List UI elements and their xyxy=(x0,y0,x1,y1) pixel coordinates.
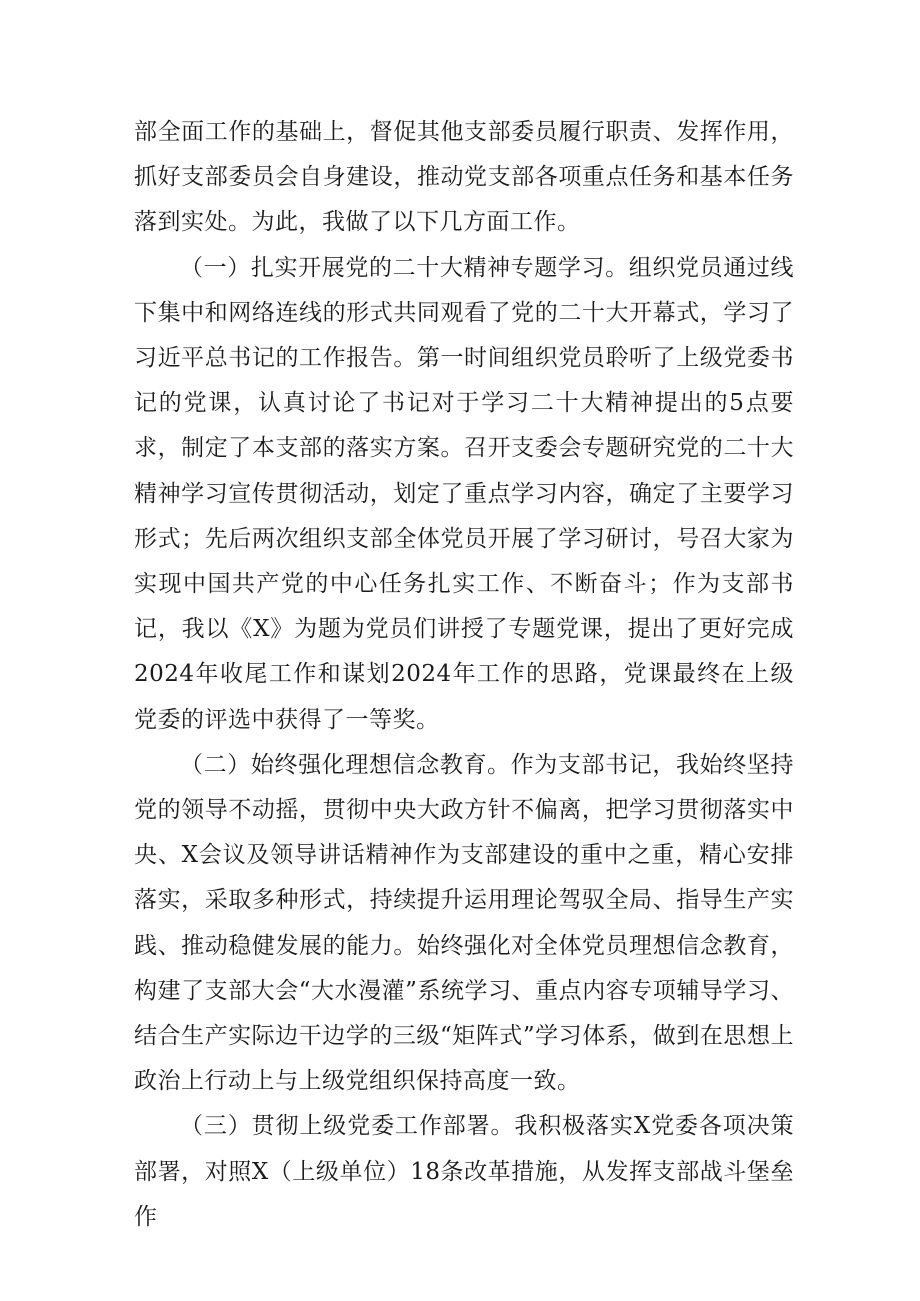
paragraph-section-2: （二）始终强化理想信念教育。作为支部书记，我始终坚持党的领导不动摇，贯彻中央大政方针不偏离，把学习贯彻落实中央、X会议及领导讲话精神作为支部建设的重中之重，精心安排落实，采取多种形式，持续提升运用理论驾驭全局、指导生产实践、推动稳健发展的能力。始终强化对全体党员理想信念教育，构建了支部大会“大水漫灌”系统学习、重点内容专项辅导学习、结合生产实际边干边学的三级“矩阵式”学习体系，做到在思想上政治上行动上与上级党组织保持高度一致。 xyxy=(134,751,794,1095)
paragraph-section-3: （三）贯彻上级党委工作部署。我积极落实X党委各项决策部署，对照X（上级单位）18条改革措施，从发挥支部战斗堡垒作 xyxy=(134,1113,794,1230)
paragraph-continuation: 部全面工作的基础上，督促其他支部委员履行职责、发挥作用，抓好支部委员会自身建设，推动党支部各项重点任务和基本任务落到实处。为此，我做了以下几方面工作。 xyxy=(134,119,794,236)
document-body xyxy=(134,110,794,1240)
paragraph-section-1: （一）扎实开展党的二十大精神专题学习。组织党员通过线下集中和网络连线的形式共同观看了党的二十大开幕式，学习了习近平总书记的工作报告。第一时间组织党员聆听了上级党委书记的党课，认真讨论了书记对于学习二十大精神提出的5点要求，制定了本支部的落实方案。召开支委会专题研究党的二十大精神学习宣传贯彻活动，划定了重点学习内容，确定了主要学习形式；先后两次组织支部全体党员开展了学习研讨，号召大家为实现中国共产党的中心任务扎实工作、不断奋斗；作为支部书记，我以《X》为题为党员们讲授了专题党课，提出了更好完成2024年收尾工作和谋划2024年工作的思路，党课最终在上级党委的评选中获得了一等奖。 xyxy=(134,254,794,733)
